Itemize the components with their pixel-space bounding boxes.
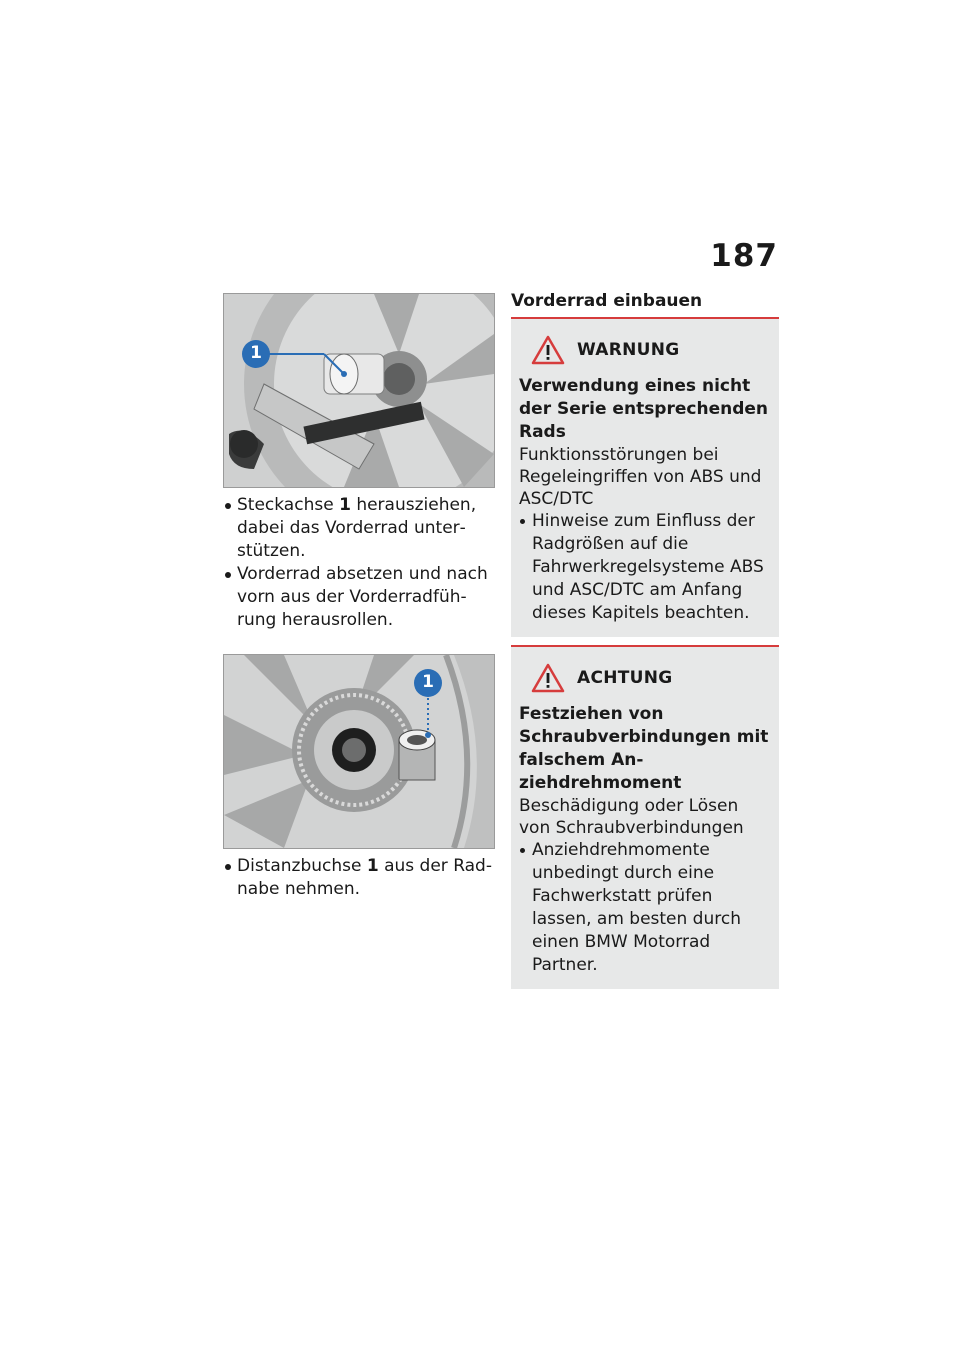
list-item: Distanzbuchse 1 aus der Radnabe nehmen. — [223, 855, 495, 901]
warning-label: WARNUNG — [577, 340, 680, 360]
page-number: 187 — [710, 238, 778, 274]
left-column — [223, 293, 495, 901]
callout-number-1: 1 — [422, 672, 434, 692]
list-item: Anziehdrehmomente unbedingt durch eine Fachwerkstatt prüfen lassen, am besten durch einen BMW Motorrad Partner. — [519, 839, 771, 977]
caution-label: ACHTUNG — [577, 668, 673, 688]
warning-list — [519, 510, 771, 625]
warning-text: Funktionsstörungen bei Regeleingriffen von ABS und ASC/DTC — [519, 445, 762, 509]
caution-heading: Festziehen von Schraubverbindungen mit falschem Anziehdrehmoment — [519, 704, 769, 793]
axle-removal-photo — [223, 293, 495, 488]
section-title: Vorderrad einbauen — [511, 291, 703, 311]
warning-box — [511, 317, 779, 637]
warning-triangle-icon — [531, 335, 565, 365]
list-item: Steckachse 1 herausziehen, dabei das Vorderrad unterstützen. — [223, 494, 495, 563]
caution-text: Beschädigung oder Lösen von Schraubverbindungen — [519, 796, 744, 838]
right-column — [511, 290, 779, 997]
caution-box — [511, 645, 779, 989]
caution-list — [519, 839, 771, 977]
callout-number-1: 1 — [250, 343, 262, 363]
list-item: Vorderrad absetzen und nach vorn aus der Vorderradführung herausrollen. — [223, 563, 495, 632]
caution-triangle-icon — [531, 663, 565, 693]
warning-heading: Verwendung eines nicht der Serie entsprechenden Rads — [519, 376, 769, 442]
spacer-sleeve-photo — [223, 654, 495, 849]
list-item: Hinweise zum Einfluss der Radgrößen auf die Fahrwerkregelsysteme ABS und ASC/DTC am Anfang dieses Kapitels beachten. — [519, 510, 771, 625]
steps-list-1 — [223, 494, 495, 632]
steps-list-2 — [223, 855, 495, 901]
